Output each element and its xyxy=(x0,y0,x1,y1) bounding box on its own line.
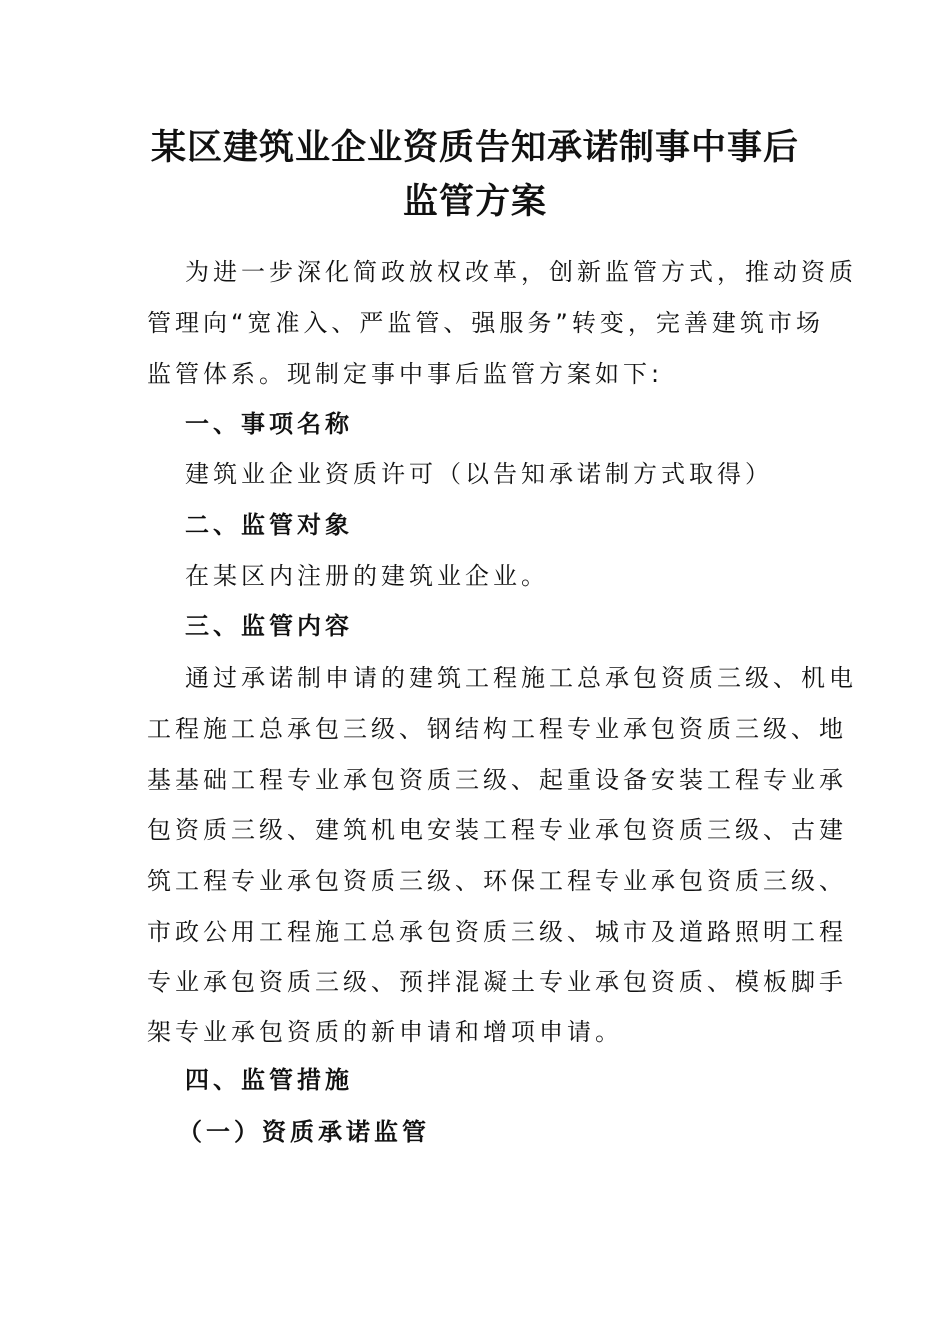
section-heading: 四、监管措施 xyxy=(185,1066,353,1094)
document-title-line2: 监管方案 xyxy=(402,181,547,222)
section3-paragraph-line: 基基础工程专业承包资质三级、起重设备安装工程专业承 xyxy=(147,766,847,794)
document-title-line1: 某区建筑业企业资质告知承诺制事中事后 xyxy=(150,127,799,168)
subsection-heading: （一）资质承诺监管 xyxy=(178,1118,430,1146)
section-heading: 一、事项名称 xyxy=(185,410,353,438)
section3-paragraph-line: 市政公用工程施工总承包资质三级、城市及道路照明工程 xyxy=(147,918,847,946)
section3-paragraph-line: 筑工程专业承包资质三级、环保工程专业承包资质三级、 xyxy=(147,867,847,895)
section-text: 在某区内注册的建筑业企业。 xyxy=(185,562,549,590)
section3-paragraph-line: 工程施工总承包三级、钢结构工程专业承包资质三级、地 xyxy=(147,715,847,743)
section-heading: 二、监管对象 xyxy=(185,511,353,539)
section3-paragraph-line: 包资质三级、建筑机电安装工程专业承包资质三级、古建 xyxy=(147,816,847,844)
section-text: 建筑业企业资质许可（以告知承诺制方式取得） xyxy=(185,460,773,488)
section3-paragraph-line: 专业承包资质三级、预拌混凝土专业承包资质、模板脚手 xyxy=(147,968,847,996)
section3-paragraph-line: 架专业承包资质的新申请和增项申请。 xyxy=(147,1018,623,1046)
intro-paragraph-line: 管理向“宽准入、严监管、强服务”转变，完善建筑市场 xyxy=(147,309,824,337)
section-heading: 三、监管内容 xyxy=(185,612,353,640)
section3-paragraph-line: 通过承诺制申请的建筑工程施工总承包资质三级、机电 xyxy=(185,664,857,692)
intro-paragraph-line: 监管体系。现制定事中事后监管方案如下: xyxy=(147,360,664,388)
intro-paragraph-line: 为进一步深化简政放权改革，创新监管方式，推动资质 xyxy=(185,258,857,286)
